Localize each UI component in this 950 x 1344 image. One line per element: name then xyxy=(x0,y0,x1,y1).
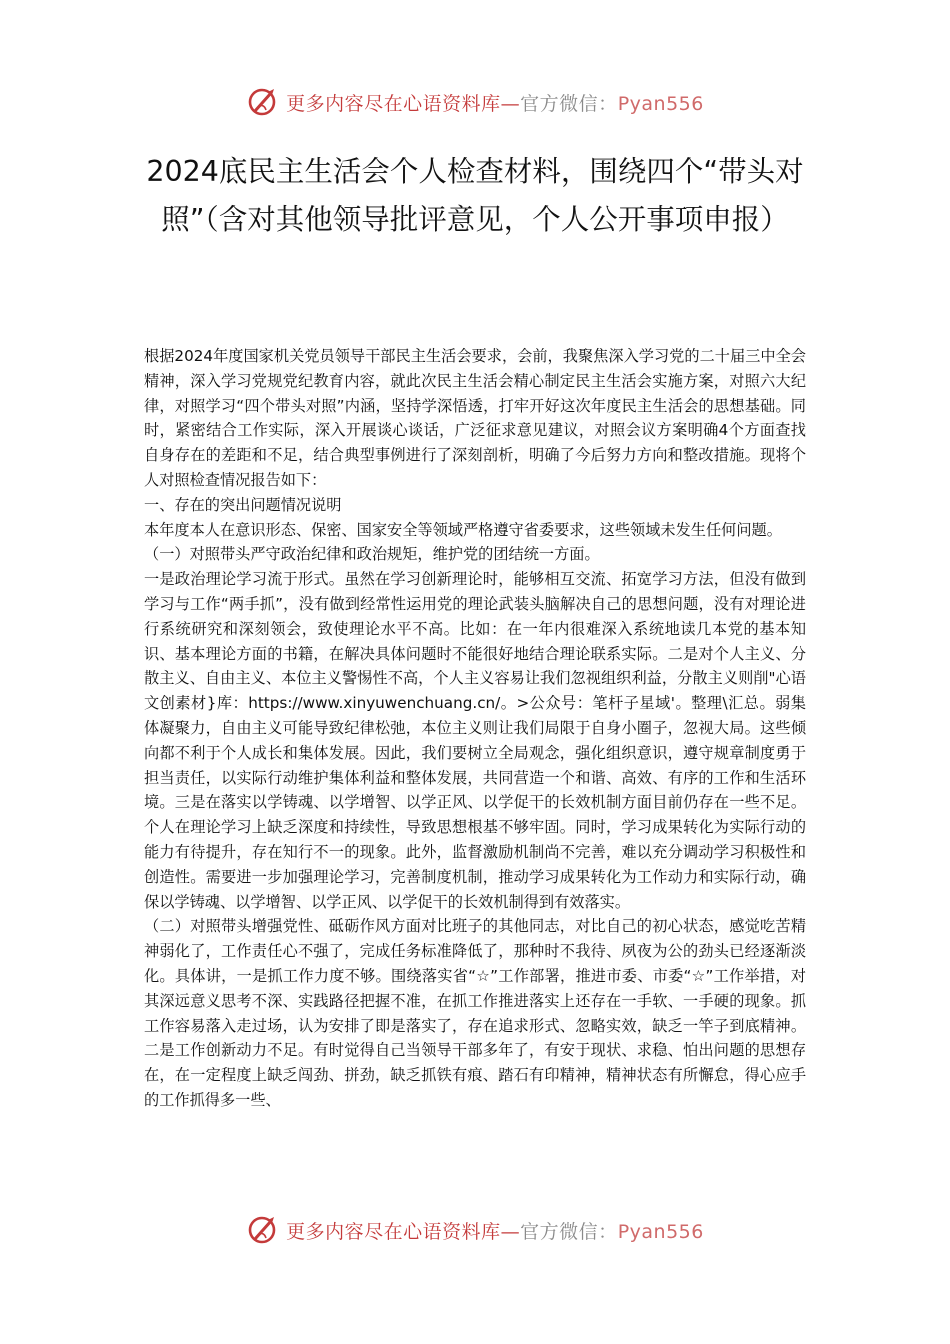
banner-main-text: 更多内容尽在心语资料库 xyxy=(286,1220,501,1243)
document-body xyxy=(144,344,806,1113)
banner-wechat-id: Pyan556 xyxy=(617,92,704,115)
header-banner xyxy=(0,82,950,122)
pen-logo-icon xyxy=(246,1212,282,1248)
banner-text xyxy=(286,89,704,116)
paragraph-intro: 根据2024年度国家机关党员领导干部民主生活会要求，会前，我聚焦深入学习党的二十届三中全会精神，深入学习党规党纪教育内容，就此次民主生活会精心制定民主生活会实施方案，对照六大纪律，对照学习“四个带头对照”内涵，坚持学深悟透，打牢开好这次年度民主生活会的思想基础。同时，紧密结合工作实际，深入开展谈心谈话，广泛征求意见建议，对照会议方案明确4个方面查找自身存在的差距和不足，结合典型事例进行了深刻剖析，明确了今后努力方向和整改措施。现将个人对照检查情况报告如下： xyxy=(144,347,806,489)
paragraph-1: 一是政治理论学习流于形式。虽然在学习创新理论时，能够相互交流、拓宽学习方法，但没有做到学习与工作“两手抓”，没有做到经常性运用党的理论武装头脑解决自己的思想问题，没有对理论进行系统研究和深刻领会，致使理论水平不高。比如：在一年内很难深入系统地读几本党的基本知识、基本理论方面的书籍，在解决具体问题时不能很好地结合理论联系实际。二是对个人主义、分散主义、自由主义、本位主义警惕性不高，个人主义容易让我们忽视组织利益，分散主义则削"心语文创素材}库：https://www.xinyuwenchuang.cn/。>公众号：笔杆子星域'。整理\汇总。弱集体凝聚力，自由主义可能导致纪律松弛，本位主义则让我们局限于自身小圈子，忽视大局。这些倾向都不利于个人成长和集体发展。因此，我们要树立全局观念，强化组织意识，遵守规章制度勇于担当责任，以实际行动维护集体利益和整体发展，共同营造一个和谐、高效、有序的工作和生活环境。三是在落实以学铸魂、以学增智、以学正风、以学促干的长效机制方面目前仍存在一些不足。个人在理论学习上缺乏深度和持续性，导致思想根基不够牢固。同时，学习成果转化为实际行动的能力有待提升，存在知行不一的现象。此外，监督激励机制尚不完善，难以充分调动学习积极性和创造性。需要进一步加强理论学习，完善制度机制，推动学习成果转化为工作动力和实际行动，确保以学铸魂、以学增智、以学正风、以学促干的长效机制得到有效落实。 xyxy=(144,570,806,911)
banner-dash: — xyxy=(500,92,521,115)
banner-text xyxy=(286,1217,704,1244)
banner-main-text: 更多内容尽在心语资料库 xyxy=(286,92,501,115)
paragraph-2: （二）对照带头增强党性、砥砺作风方面对比班子的其他同志，对比自己的初心状态，感觉吃苦精神弱化了，工作责任心不强了，完成任务标准降低了，那种时不我待、夙夜为公的劲头已经逐渐淡化。具体讲，一是抓工作力度不够。围绕落实省“☆”工作部署，推进市委、市委“☆”工作举措，对其深远意义思考不深、实践路径把握不准，在抓工作推进落实上还存在一手软、一手硬的现象。抓工作容易落入走过场，认为安排了即是落实了，存在追求形式、忽略实效，缺乏一竿子到底精神。二是工作创新动力不足。有时觉得自己当领导干部多年了，有安于现状、求稳、怕出问题的思想存在，在一定程度上缺乏闯劲、拼劲，缺乏抓铁有痕、踏石有印精神，精神状态有所懈怠，得心应手的工作抓得多一些、 xyxy=(144,917,806,1109)
banner-official-label: 官方微信： xyxy=(520,92,618,115)
banner-wechat-id: Pyan556 xyxy=(617,1220,704,1243)
document-title: 2024底民主生活会个人检查材料，围绕四个“带头对照”（含对其他领导批评意见，个人公开事项申报） xyxy=(146,155,804,236)
footer-banner xyxy=(0,1210,950,1250)
banner-official-label: 官方微信： xyxy=(520,1220,618,1243)
subsection-heading-1: （一）对照带头严守政治纪律和政治规矩，维护党的团结统一方面。 xyxy=(144,545,600,564)
paragraph-statement: 本年度本人在意识形态、保密、国家安全等领域严格遵守省委要求，这些领域未发生任何问题。 xyxy=(144,520,782,539)
banner-dash: — xyxy=(500,1220,521,1243)
pen-logo-icon xyxy=(246,84,282,120)
section-heading-1: 一、存在的突出问题情况说明 xyxy=(144,495,342,514)
